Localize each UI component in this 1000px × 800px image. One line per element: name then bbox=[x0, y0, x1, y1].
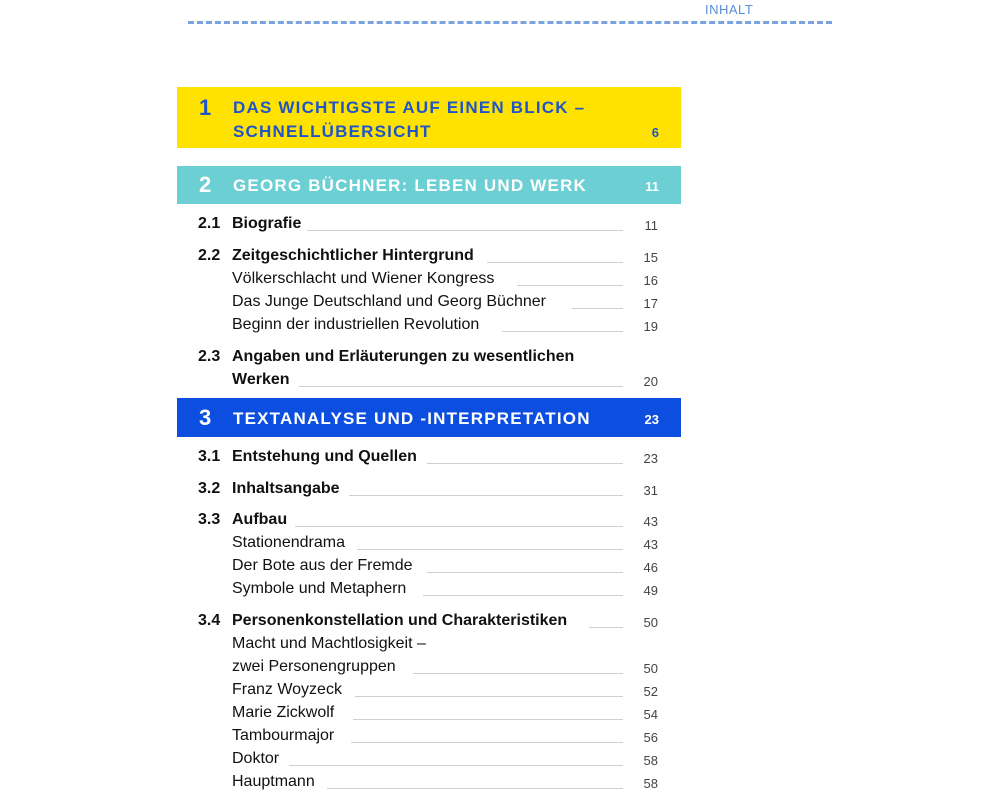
toc-subentry[interactable] bbox=[177, 580, 681, 602]
dot-leader bbox=[502, 331, 623, 332]
subsection-title: Doktor bbox=[232, 750, 285, 768]
section-number: 3.2 bbox=[198, 480, 221, 497]
chapter-title bbox=[233, 96, 585, 144]
subsection-page-number: 46 bbox=[643, 560, 658, 575]
chapter-title: TEXTANALYSE UND -INTERPRETATION bbox=[233, 409, 591, 428]
subsection-page-number: 52 bbox=[643, 684, 658, 699]
section-page-number: 11 bbox=[644, 218, 658, 233]
section-number: 3.4 bbox=[198, 612, 221, 629]
section-page-number: 50 bbox=[643, 615, 658, 630]
running-header-label: INHALT bbox=[705, 2, 754, 17]
subsection-page-number: 58 bbox=[643, 753, 658, 768]
dot-leader bbox=[355, 696, 623, 697]
toc-subentry[interactable] bbox=[177, 635, 681, 679]
dot-leader bbox=[349, 495, 623, 496]
section-title-line-1: Angaben und Erläuterungen zu wesentlichen bbox=[232, 348, 580, 366]
subsection-title: Beginn der industriellen Revolution bbox=[232, 316, 485, 334]
toc-entry-3-1[interactable] bbox=[177, 448, 681, 470]
subsection-page-number: 56 bbox=[643, 730, 658, 745]
toc-subentry[interactable] bbox=[177, 704, 681, 726]
dot-leader bbox=[589, 627, 623, 628]
section-page-number: 31 bbox=[643, 483, 658, 498]
dot-leader bbox=[517, 285, 623, 286]
chapter-1-band[interactable] bbox=[177, 87, 681, 148]
dot-leader bbox=[327, 788, 623, 789]
subsection-title: Hauptmann bbox=[232, 773, 321, 791]
section-number: 2.2 bbox=[198, 247, 221, 264]
dot-leader bbox=[413, 673, 623, 674]
chapter-page-number: 23 bbox=[644, 412, 659, 427]
toc-subentry[interactable] bbox=[177, 316, 681, 338]
section-title: Inhaltsangabe bbox=[232, 480, 346, 498]
toc-subentry[interactable] bbox=[177, 727, 681, 749]
toc-subentry[interactable] bbox=[177, 270, 681, 292]
section-title: Personenkonstellation und Charakteristiken bbox=[232, 612, 573, 630]
chapter-number: 2 bbox=[199, 172, 212, 197]
subsection-title: Völkerschlacht und Wiener Kongress bbox=[232, 270, 500, 288]
dot-leader bbox=[289, 765, 623, 766]
toc-subentry[interactable] bbox=[177, 681, 681, 703]
dot-leader bbox=[427, 572, 623, 573]
toc-entry-2-3[interactable] bbox=[177, 348, 681, 392]
section-page-number: 23 bbox=[643, 451, 658, 466]
toc-subentry[interactable] bbox=[177, 534, 681, 556]
subsection-title: Symbole und Metaphern bbox=[232, 580, 412, 598]
toc-subentry[interactable] bbox=[177, 750, 681, 772]
section-title-line-2: Werken bbox=[232, 371, 290, 388]
dot-leader bbox=[307, 230, 623, 231]
dot-leader bbox=[423, 595, 623, 596]
section-number: 3.1 bbox=[198, 448, 221, 465]
toc-entry-3-3[interactable] bbox=[177, 511, 681, 533]
dot-leader bbox=[357, 549, 623, 550]
toc-entry-3-4[interactable] bbox=[177, 612, 681, 634]
chapter-3-band[interactable] bbox=[177, 398, 681, 437]
section-page-number: 15 bbox=[643, 250, 658, 265]
toc-entry-2-1[interactable] bbox=[177, 215, 681, 237]
subsection-page-number: 58 bbox=[643, 776, 658, 791]
header-dashed-rule bbox=[188, 21, 832, 24]
dot-leader bbox=[295, 526, 623, 527]
chapter-2-band[interactable] bbox=[177, 166, 681, 204]
subsection-title: Tambourmajor bbox=[232, 727, 340, 745]
subsection-title-line-2: zwei Personengruppen bbox=[232, 658, 402, 676]
chapter-number: 3 bbox=[199, 405, 212, 430]
subsection-title: Das Junge Deutschland und Georg Büchner bbox=[232, 293, 552, 311]
dot-leader bbox=[351, 742, 623, 743]
dot-leader bbox=[353, 719, 623, 720]
section-number: 3.3 bbox=[198, 511, 221, 528]
chapter-number: 1 bbox=[199, 95, 212, 120]
subsection-title: Franz Woyzeck bbox=[232, 681, 348, 699]
chapter-page-number: 11 bbox=[645, 179, 659, 194]
toc-entry-3-2[interactable] bbox=[177, 480, 681, 502]
section-number: 2.3 bbox=[198, 348, 221, 365]
toc-subentry[interactable] bbox=[177, 557, 681, 579]
chapter-title-line-1: DAS WICHTIGSTE AUF EINEN BLICK – bbox=[233, 98, 586, 117]
subsection-title: Marie Zickwolf bbox=[232, 704, 340, 722]
subsection-page-number: 16 bbox=[643, 273, 658, 288]
subsection-title-line-1: Macht und Machtlosigkeit – bbox=[232, 635, 432, 653]
subsection-page-number: 17 bbox=[643, 296, 658, 311]
dot-leader bbox=[572, 308, 623, 309]
section-number: 2.1 bbox=[198, 215, 221, 232]
dot-leader bbox=[427, 463, 623, 464]
section-title: Aufbau bbox=[232, 511, 293, 529]
toc-subentry[interactable] bbox=[177, 773, 681, 795]
dot-leader bbox=[299, 386, 623, 387]
chapter-page-number: 6 bbox=[651, 125, 659, 140]
dot-leader bbox=[487, 262, 623, 263]
chapter-title-line-2: SCHNELLÜBERSICHT bbox=[233, 122, 432, 141]
subsection-title: Der Bote aus der Fremde bbox=[232, 557, 419, 575]
subsection-page-number: 54 bbox=[643, 707, 658, 722]
toc-entry-2-2[interactable] bbox=[177, 247, 681, 269]
toc-subentry[interactable] bbox=[177, 293, 681, 315]
section-page-number: 20 bbox=[643, 374, 658, 389]
subsection-page-number: 43 bbox=[643, 537, 658, 552]
subsection-page-number: 50 bbox=[643, 661, 658, 676]
subsection-title: Stationendrama bbox=[232, 534, 351, 552]
subsection-page-number: 49 bbox=[643, 583, 658, 598]
section-title: Zeitgeschichtlicher Hintergrund bbox=[232, 247, 480, 265]
chapter-title: GEORG BÜCHNER: LEBEN UND WERK bbox=[233, 176, 588, 195]
section-title: Biografie bbox=[232, 215, 307, 233]
section-page-number: 43 bbox=[643, 514, 658, 529]
subsection-page-number: 19 bbox=[643, 319, 658, 334]
section-title: Entstehung und Quellen bbox=[232, 448, 423, 466]
